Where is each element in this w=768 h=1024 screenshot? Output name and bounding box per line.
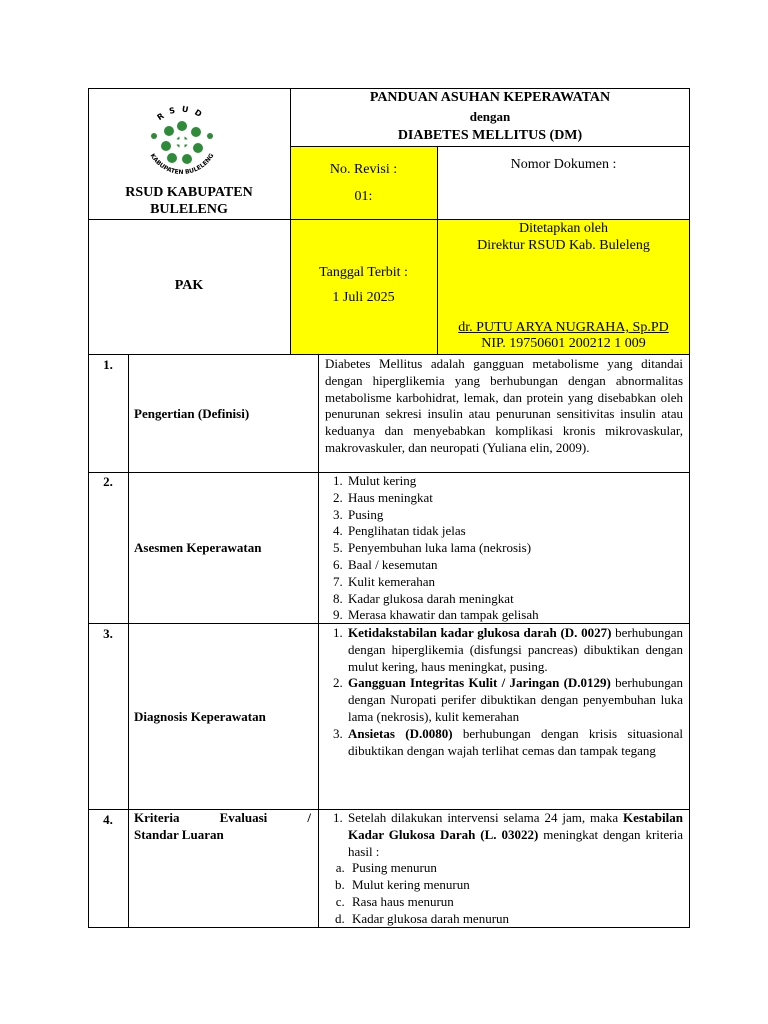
list-item: 4. Penglihatan tidak jelas — [346, 523, 683, 540]
director-nip: NIP. 19750601 200212 1 009 — [481, 336, 646, 351]
revisi-cell — [290, 156, 437, 210]
director-signature — [437, 320, 690, 352]
list-item: 7. Kulit kemerahan — [346, 574, 683, 591]
list-item: b. Mulut kering menurun — [348, 877, 683, 894]
director-name: dr. PUTU ARYA NUGRAHA, Sp.PD — [458, 320, 669, 335]
list-item: 1. Setelah dilakukan intervensi selama 24 jam, maka Kestabilan Kadar Glukosa Darah (L. 03022) meningkat dengan kriteria hasil : — [346, 810, 683, 860]
list-item: 2. Haus meningkat — [346, 490, 683, 507]
row-4-label: Kriteria Evaluasi / Standar Luaran — [134, 810, 311, 842]
row-3-label: Diagnosis Keperawatan — [134, 709, 266, 724]
list-item: 1. Ketidakstabilan kadar glukosa darah (D. 0027) berhubungan dengan hiperglikemia (disfungsi pancreas) dibuktikan dengan mulut kering, haus meningkat, pusing. — [346, 625, 683, 675]
list-item: c. Rasa haus menurun — [348, 894, 683, 911]
list-item: d. Kadar glukosa darah menurun — [348, 911, 683, 928]
row-1-label: Pengertian (Definisi) — [134, 406, 250, 421]
row-3-diagnosis-list — [320, 625, 683, 759]
document-title: PANDUAN ASUHAN KEPERAWATAN dengan DIABETES MELLITUS (DM) — [369, 90, 611, 143]
nomor-dokumen-label: Nomor Dokumen : — [510, 157, 617, 172]
list-item: 8. Kadar glukosa darah meningkat — [346, 591, 683, 608]
row-1-definition: Diabetes Mellitus adalah gangguan metabolisme yang ditandai dengan hiperglikemia yang berhubungan dengan abnormalitas metabolisme karbohidrat, lemak, dan protein yang disebabkan oleh penurunan sekresi insulin atau penurunan sensitivitas insulin atau keduanya dan menyebabkan komplikasi kronis mikrovaskular, makrovaskuler, dan neuropati (Yuliana elin, 2009). — [325, 356, 683, 455]
row-2-assessment-list — [320, 473, 683, 624]
row-2-label: Asesmen Keperawatan — [134, 540, 262, 555]
hospital-name: RSUD KABUPATEN BULELENG — [125, 185, 253, 217]
unit-label: PAK — [174, 278, 204, 293]
revisi-label: No. Revisi : — [329, 162, 398, 177]
tanggal-terbit — [290, 260, 437, 310]
row-3-number: 3. — [103, 626, 113, 641]
hospital-logo — [136, 98, 228, 184]
row-4-criteria — [320, 810, 683, 928]
row-4-number: 4. — [103, 812, 113, 827]
hospital-logo-icon — [136, 98, 228, 184]
tanggal-label: Tanggal Terbit : — [319, 265, 408, 280]
ditetapkan-block: Ditetapkan oleh Direktur RSUD Kab. Buleleng — [477, 221, 650, 253]
svg-text:RSUD: RSUD — [155, 104, 209, 123]
svg-text:KABUPATEN BULELENG: KABUPATEN BULELENG — [148, 152, 216, 177]
revisi-value: 01: — [354, 189, 373, 204]
list-item: 3. Pusing — [346, 507, 683, 524]
list-item: 5. Penyembuhan luka lama (nekrosis) — [346, 540, 683, 557]
tanggal-value: 1 Juli 2025 — [332, 290, 395, 305]
list-item: 1. Mulut kering — [346, 473, 683, 490]
list-item: 2. Gangguan Integritas Kulit / Jaringan (D.0129) berhubungan dengan Nuropati perifer dibuktikan dengan penyembuhan luka lama (nekrosis), kulit kemerahan — [346, 675, 683, 725]
list-item: 6. Baal / kesemutan — [346, 557, 683, 574]
row-1-number: 1. — [103, 357, 113, 372]
list-item: a. Pusing menurun — [348, 860, 683, 877]
list-item: 9. Merasa khawatir dan tampak gelisah — [346, 607, 683, 624]
list-item: 3. Ansietas (D.0080) berhubungan dengan krisis situasional dibuktikan dengan wajah terlihat cemas dan tampak tegang — [346, 726, 683, 760]
row-2-number: 2. — [103, 474, 113, 489]
